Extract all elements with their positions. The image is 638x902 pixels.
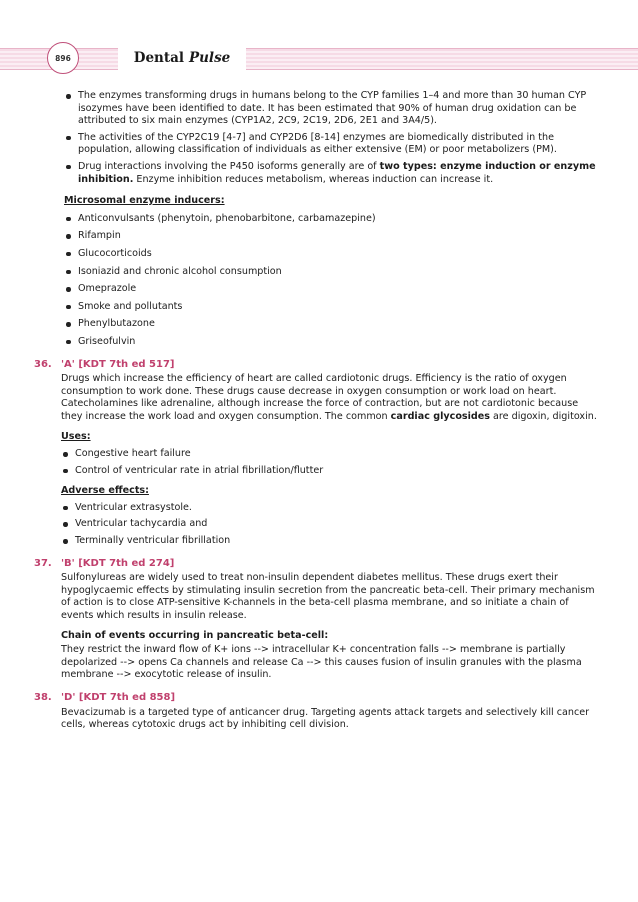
adverse-effects-list xyxy=(61,502,600,548)
inducers-heading: Microsomal enzyme inducers: xyxy=(64,195,225,207)
chain-of-events-heading: Chain of events occurring in pancreatic beta-cell: xyxy=(61,629,329,641)
list-item: Glucocorticoids xyxy=(64,248,600,261)
question-38-body: Bevacizumab is a targeted type of anticancer drug. Targeting agents attack targets and selectively kill cancer cells, whereas cytotoxic drugs act by inhibiting cell division. xyxy=(61,706,590,731)
intro-bullet-list xyxy=(64,90,600,186)
question-37-body: Sulfonylureas are widely used to treat non-insulin dependent diabetes mellitus. These drugs exert their hypoglycaemic effects by stimulating insulin secretion from the pancreatic beta-cell. Their primary mechanism of action is to close ATP-sensitive K-channels in the beta-cell plasma membrane, and so initiate a chain of events which results in insulin release. xyxy=(61,572,595,621)
list-item: Isoniazid and chronic alcohol consumption xyxy=(64,266,600,279)
page-number-badge: 896 xyxy=(47,42,79,74)
uses-heading: Uses: xyxy=(61,431,91,443)
intro-bullet: The enzymes transforming drugs in humans belong to the CYP families 1–4 and more than 30 human CYP isozymes have been identified to date. It has been estimated that 90% of human drug oxidation can be attributed to six main enzymes (CYP1A2, 2C9, 2C19, 2D6, 2E1 and 3A4/5). xyxy=(64,90,600,128)
question-38-heading: 38. 'D' [KDT 7th ed 858] xyxy=(34,691,176,703)
intro-bullet: Drug interactions involving the P450 isoforms generally are of two types: enzyme induction or enzyme inhibition. Enzyme inhibition reduces metabolism, whereas induction can increase it. xyxy=(64,161,600,186)
list-item: Rifampin xyxy=(64,230,600,243)
list-item: Control of ventricular rate in atrial fibrillation/flutter xyxy=(61,465,600,478)
question-36-heading: 36. 'A' [KDT 7th ed 517] xyxy=(34,358,175,370)
list-item: Griseofulvin xyxy=(64,336,600,349)
page-header xyxy=(0,42,638,74)
adverse-effects-heading: Adverse effects: xyxy=(61,485,149,497)
list-item: Smoke and pollutants xyxy=(64,301,600,314)
list-item: Anticonvulsants (phenytoin, phenobarbitone, carbamazepine) xyxy=(64,213,600,226)
page-content xyxy=(34,90,600,732)
brand-word-dental: Dental xyxy=(133,50,184,66)
question-37-heading: 37. 'B' [KDT 7th ed 274] xyxy=(34,557,175,569)
question-36-body: Drugs which increase the efficiency of heart are called cardiotonic drugs. Efficiency is the ratio of oxygen consumption to work done. These drugs cause decrease in oxygen consumption or work load on heart. Catecholamines like adrenaline, although increase the force of contraction, but are not cardiotonic because they increase the work load and oxygen consumption. The common cardiac glycosides are digoxin, digitoxin. xyxy=(61,373,597,422)
list-item: Phenylbutazone xyxy=(64,318,600,331)
brand-word-pulse: Pulse xyxy=(188,50,231,66)
list-item: Ventricular extrasystole. xyxy=(61,502,600,515)
chain-of-events-body: They restrict the inward flow of K+ ions --> intracellular K+ concentration falls --> membrane is partially depolarized --> opens Ca channels and release Ca --> this causes fusion of insulin granules with the plasma membrane --> exocytotic release of insulin. xyxy=(61,644,582,681)
header-band xyxy=(0,48,638,70)
list-item: Ventricular tachycardia and xyxy=(61,518,600,531)
list-item: Terminally ventricular fibrillation xyxy=(61,535,600,548)
list-item: Congestive heart failure xyxy=(61,448,600,461)
brand-title xyxy=(118,46,246,70)
uses-list xyxy=(61,448,600,477)
list-item: Omeprazole xyxy=(64,283,600,296)
scan-noise xyxy=(0,868,638,888)
intro-bullet: The activities of the CYP2C19 [4-7] and CYP2D6 [8-14] enzymes are biomedically distributed in the population, allowing classification of individuals as either extensive (EM) or poor metabolizers (PM). xyxy=(64,132,600,157)
inducers-list xyxy=(64,213,600,349)
